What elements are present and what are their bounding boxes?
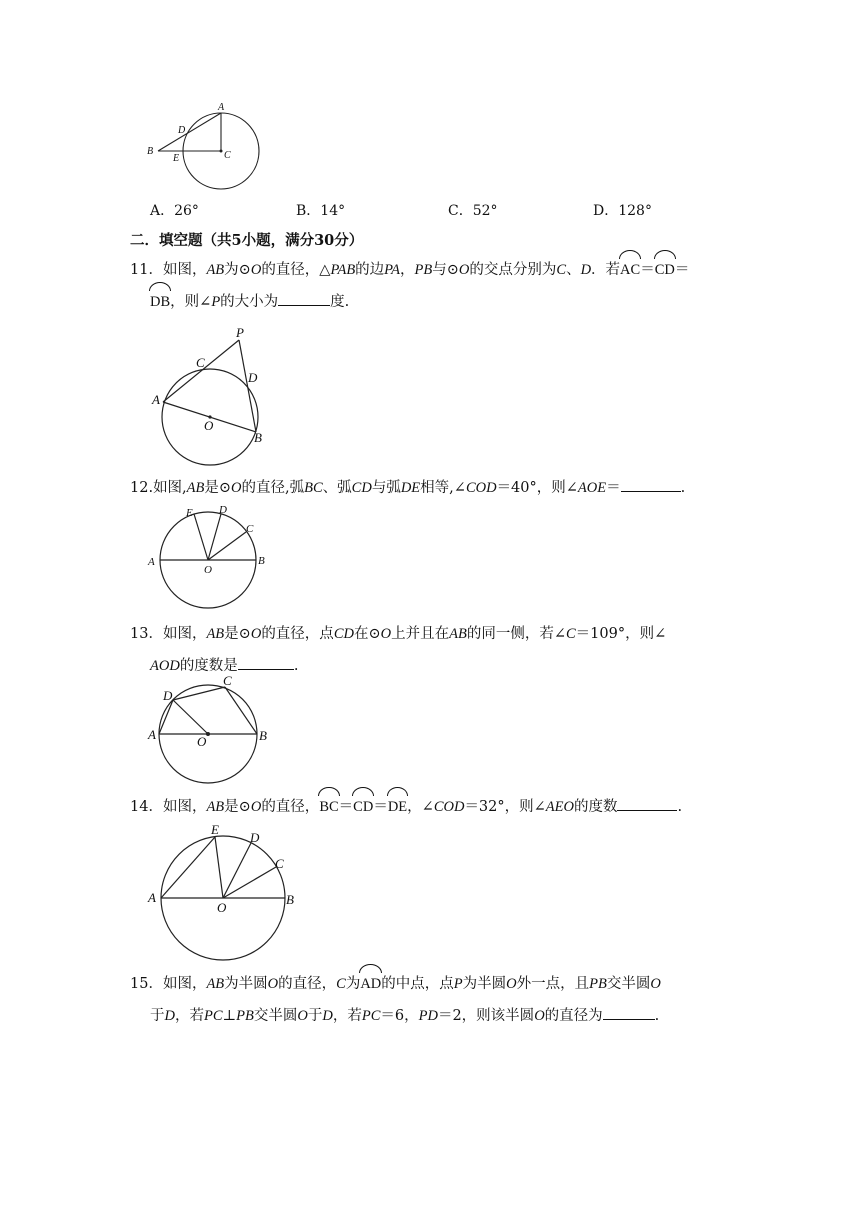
q11-label-c: C: [196, 355, 205, 370]
q13-chord-ad: [159, 700, 173, 734]
q11-arc-cd: CD: [655, 254, 675, 286]
q13-var: AB: [449, 626, 467, 642]
q14-var: COD: [433, 799, 465, 815]
q11-text: 度.: [330, 294, 350, 310]
q15-var: PC: [361, 1008, 381, 1024]
q12-label-a: A: [148, 556, 155, 568]
q15-var: O: [534, 1008, 545, 1024]
q14-diagram: [145, 822, 300, 962]
q15-line-1: [130, 968, 730, 1000]
q11-number: 11．: [130, 262, 163, 278]
q11-line-1: [130, 254, 730, 286]
q11-var: PA: [384, 262, 401, 278]
q15-text: ，若: [332, 1008, 362, 1024]
q11-label-d: D: [248, 370, 258, 385]
q11-text: 的大小为: [220, 294, 279, 310]
q11-text: 与⊙: [432, 262, 459, 278]
q15-var: O: [650, 976, 661, 992]
q14-text: 如图，: [162, 799, 207, 815]
q14-label-e: E: [211, 822, 219, 837]
q11-text: ＝: [640, 262, 655, 278]
q13-line-1: [130, 618, 730, 650]
q12-answer-blank[interactable]: [621, 477, 681, 492]
q15-arc-ad: AD: [360, 968, 381, 1000]
q12-var: O: [231, 480, 242, 496]
q11-text: ＝: [674, 262, 690, 278]
q13-text: ＝109°，则∠: [575, 626, 667, 642]
q15-text: ＝2，则该半圆: [437, 1008, 535, 1024]
q14-text: ＝: [373, 799, 388, 815]
q15-text: 的直径为: [544, 1008, 603, 1024]
q14-text: ，∠: [407, 799, 434, 815]
q14-label-o: O: [217, 900, 227, 915]
q15-text: 交半圆: [253, 1008, 298, 1024]
q15-line-2: [130, 1000, 730, 1032]
q15-var: O: [506, 976, 517, 992]
q15-var: D: [164, 1008, 175, 1024]
q13-label-a: A: [148, 727, 156, 742]
q11-side-pb: [239, 340, 256, 432]
q11-label-p: P: [236, 325, 244, 340]
q11-label-b: B: [254, 430, 262, 445]
q15-var: P: [453, 976, 463, 992]
q14-label-d: D: [250, 830, 260, 845]
q11-var: D: [580, 262, 592, 278]
q14-text: 是⊙: [224, 799, 251, 815]
q12-text: 与弧: [371, 480, 401, 496]
q10-center-dot: [220, 150, 223, 153]
q11-var: O: [458, 262, 470, 278]
q12-text: .: [680, 480, 686, 496]
q13-text: 上并且在: [391, 626, 450, 642]
q13-figure: [145, 672, 275, 784]
q11-label-a: A: [152, 392, 160, 407]
q13-text: 如图，: [162, 626, 207, 642]
q14-var: AB: [206, 799, 225, 815]
q10-option-d[interactable]: D．128°: [593, 203, 652, 219]
q15-var: D: [322, 1008, 333, 1024]
q12-var: CD: [351, 480, 372, 496]
q12-label-d: D: [219, 504, 227, 516]
q13-answer-blank[interactable]: [238, 655, 294, 670]
q14-number: 14．: [130, 799, 163, 815]
q14-arc-bc: BC: [319, 791, 338, 823]
q12-label-e: E: [186, 507, 193, 519]
q13-label-b: B: [259, 728, 267, 743]
q15-text: ，若: [174, 1008, 204, 1024]
q12-text: 是⊙: [204, 480, 232, 496]
q11-var: AB: [206, 262, 225, 278]
q15-text: 如图，: [162, 976, 207, 992]
q15-var: O: [297, 1008, 308, 1024]
q11-text: 如图，: [162, 262, 207, 278]
q12-text: 、弧: [322, 480, 352, 496]
q11-text: ，: [400, 262, 415, 278]
q15-text: .: [654, 1008, 660, 1024]
q10-label-e: E: [173, 153, 180, 164]
q10-figure: [140, 98, 270, 193]
q10-label-a: A: [218, 102, 225, 113]
q11-text: 为⊙: [224, 262, 251, 278]
q11-answer-blank[interactable]: [278, 291, 330, 306]
q15-var: AB: [206, 976, 225, 992]
q15-text: ＝6，: [380, 1008, 419, 1024]
q14-text: ＝: [338, 799, 354, 815]
q13-var: AOD: [150, 658, 180, 674]
q15-text: 为半圆: [224, 976, 268, 992]
q13-center-dot: [206, 732, 210, 736]
q13-var: O: [250, 626, 262, 642]
question-11: [130, 254, 730, 318]
q14-text: ＝32°，则∠: [464, 799, 546, 815]
q15-var: O: [267, 976, 279, 992]
q13-number: 13．: [130, 626, 163, 642]
q13-diagram: [145, 672, 275, 784]
q10-label-b: B: [147, 146, 154, 157]
q11-text: ．若: [591, 262, 621, 278]
q14-text: 的直径，: [261, 799, 320, 815]
q12-radius-od: [208, 514, 221, 560]
q11-var: P: [211, 294, 221, 310]
q15-text: 交半圆: [606, 976, 651, 992]
q14-var: AEO: [545, 799, 574, 815]
q11-line-2: [130, 286, 730, 318]
question-14: [130, 791, 730, 823]
q10-label-c: C: [224, 150, 231, 161]
q10-option-b[interactable]: B．14°: [296, 203, 346, 219]
q11-var: O: [250, 262, 262, 278]
q13-label-o: O: [197, 734, 207, 749]
q12-label-c: C: [246, 523, 254, 535]
q13-text: .: [293, 658, 299, 674]
q11-figure: [148, 322, 278, 457]
q11-text: 的直径，△: [261, 262, 331, 278]
q11-diagram: [148, 322, 278, 457]
q13-label-d: D: [163, 688, 173, 703]
q12-label-o: O: [204, 564, 212, 576]
q11-arc-db: DB: [150, 286, 170, 318]
q12-diagram: [145, 500, 275, 612]
q14-var: O: [250, 799, 262, 815]
q14-text: 的度数: [573, 799, 618, 815]
q14-arc-cd: CD: [353, 791, 373, 823]
q15-answer-blank[interactable]: [603, 1005, 655, 1020]
q10-diagram: [140, 98, 270, 193]
q11-text: 的边: [355, 262, 385, 278]
q12-figure: [145, 500, 275, 612]
q15-text: 于: [150, 1008, 165, 1024]
q12-var: COD: [465, 480, 497, 496]
q10-segment-ba: [158, 113, 221, 151]
q15-var: C: [336, 976, 346, 992]
q14-label-b: B: [286, 892, 294, 907]
q13-var: O: [380, 626, 392, 642]
q14-radius-oe: [215, 837, 223, 898]
q12-var: AOE: [577, 480, 607, 496]
q12-number: 12.: [130, 480, 154, 496]
q15-var: PB: [589, 976, 607, 992]
q12-text: 相等,∠: [420, 480, 466, 496]
q13-text: 的同一侧，若∠: [466, 626, 566, 642]
q14-arc-de: DE: [388, 791, 407, 823]
q12-var: AB: [186, 480, 205, 496]
q14-answer-blank[interactable]: [617, 796, 677, 811]
q12-radius-oe: [194, 514, 208, 560]
q14-label-c: C: [275, 856, 284, 871]
q11-label-o: O: [204, 418, 214, 433]
q13-label-c: C: [223, 673, 232, 688]
q13-radius-od: [173, 700, 208, 734]
q11-side-pa: [163, 340, 239, 402]
q15-text: 的直径，: [278, 976, 337, 992]
q12-var: BC: [304, 480, 323, 496]
q15-var: PC: [203, 1008, 223, 1024]
q12-var: DE: [400, 480, 421, 496]
q15-text: 为: [345, 976, 361, 992]
q13-var: AB: [206, 626, 225, 642]
q11-text: 、: [566, 262, 581, 278]
q11-var: PAB: [330, 262, 356, 278]
q14-figure: [145, 822, 300, 962]
q15-number: 15．: [130, 976, 163, 992]
q12-radius-oc: [208, 532, 246, 560]
q14-text: .: [677, 799, 683, 815]
q13-text: 是⊙: [224, 626, 251, 642]
q13-chord-cb: [225, 687, 257, 734]
q13-var: C: [565, 626, 576, 642]
q15-var: PB: [236, 1008, 254, 1024]
q13-text: 的直径，点: [261, 626, 334, 642]
q13-text: 的度数是: [179, 658, 238, 674]
q11-arc-ac: AC: [620, 254, 640, 286]
question-15: [130, 968, 730, 1032]
q12-text: 的直径,弧: [241, 480, 305, 496]
q11-text: 的交点分别为: [469, 262, 557, 278]
q12-label-b: B: [258, 555, 265, 567]
q10-option-c[interactable]: C．52°: [448, 203, 498, 219]
q15-var: PD: [418, 1008, 438, 1024]
q14-line-1: [130, 791, 730, 823]
q12-text: 如图,: [153, 480, 187, 496]
q11-text: ，则∠: [170, 294, 212, 310]
q11-var: PB: [414, 262, 433, 278]
q13-text: 在⊙: [353, 626, 381, 642]
q15-text: 外一点，且: [516, 976, 590, 992]
q12-text: ＝40°，则∠: [496, 480, 578, 496]
q15-text: 于: [307, 1008, 323, 1024]
q10-label-d: D: [178, 125, 186, 136]
q10-option-a[interactable]: A．26°: [150, 203, 199, 219]
q12-text: ＝: [606, 480, 621, 496]
q15-text: 为半圆: [462, 976, 507, 992]
q11-var: C: [556, 262, 567, 278]
q13-var: CD: [333, 626, 354, 642]
q14-label-a: A: [148, 890, 156, 905]
section-header: 二．填空题（共5小题，满分30分）: [130, 232, 364, 249]
q15-text: ⊥: [222, 1008, 237, 1024]
q15-text: 的中点，点: [381, 976, 454, 992]
